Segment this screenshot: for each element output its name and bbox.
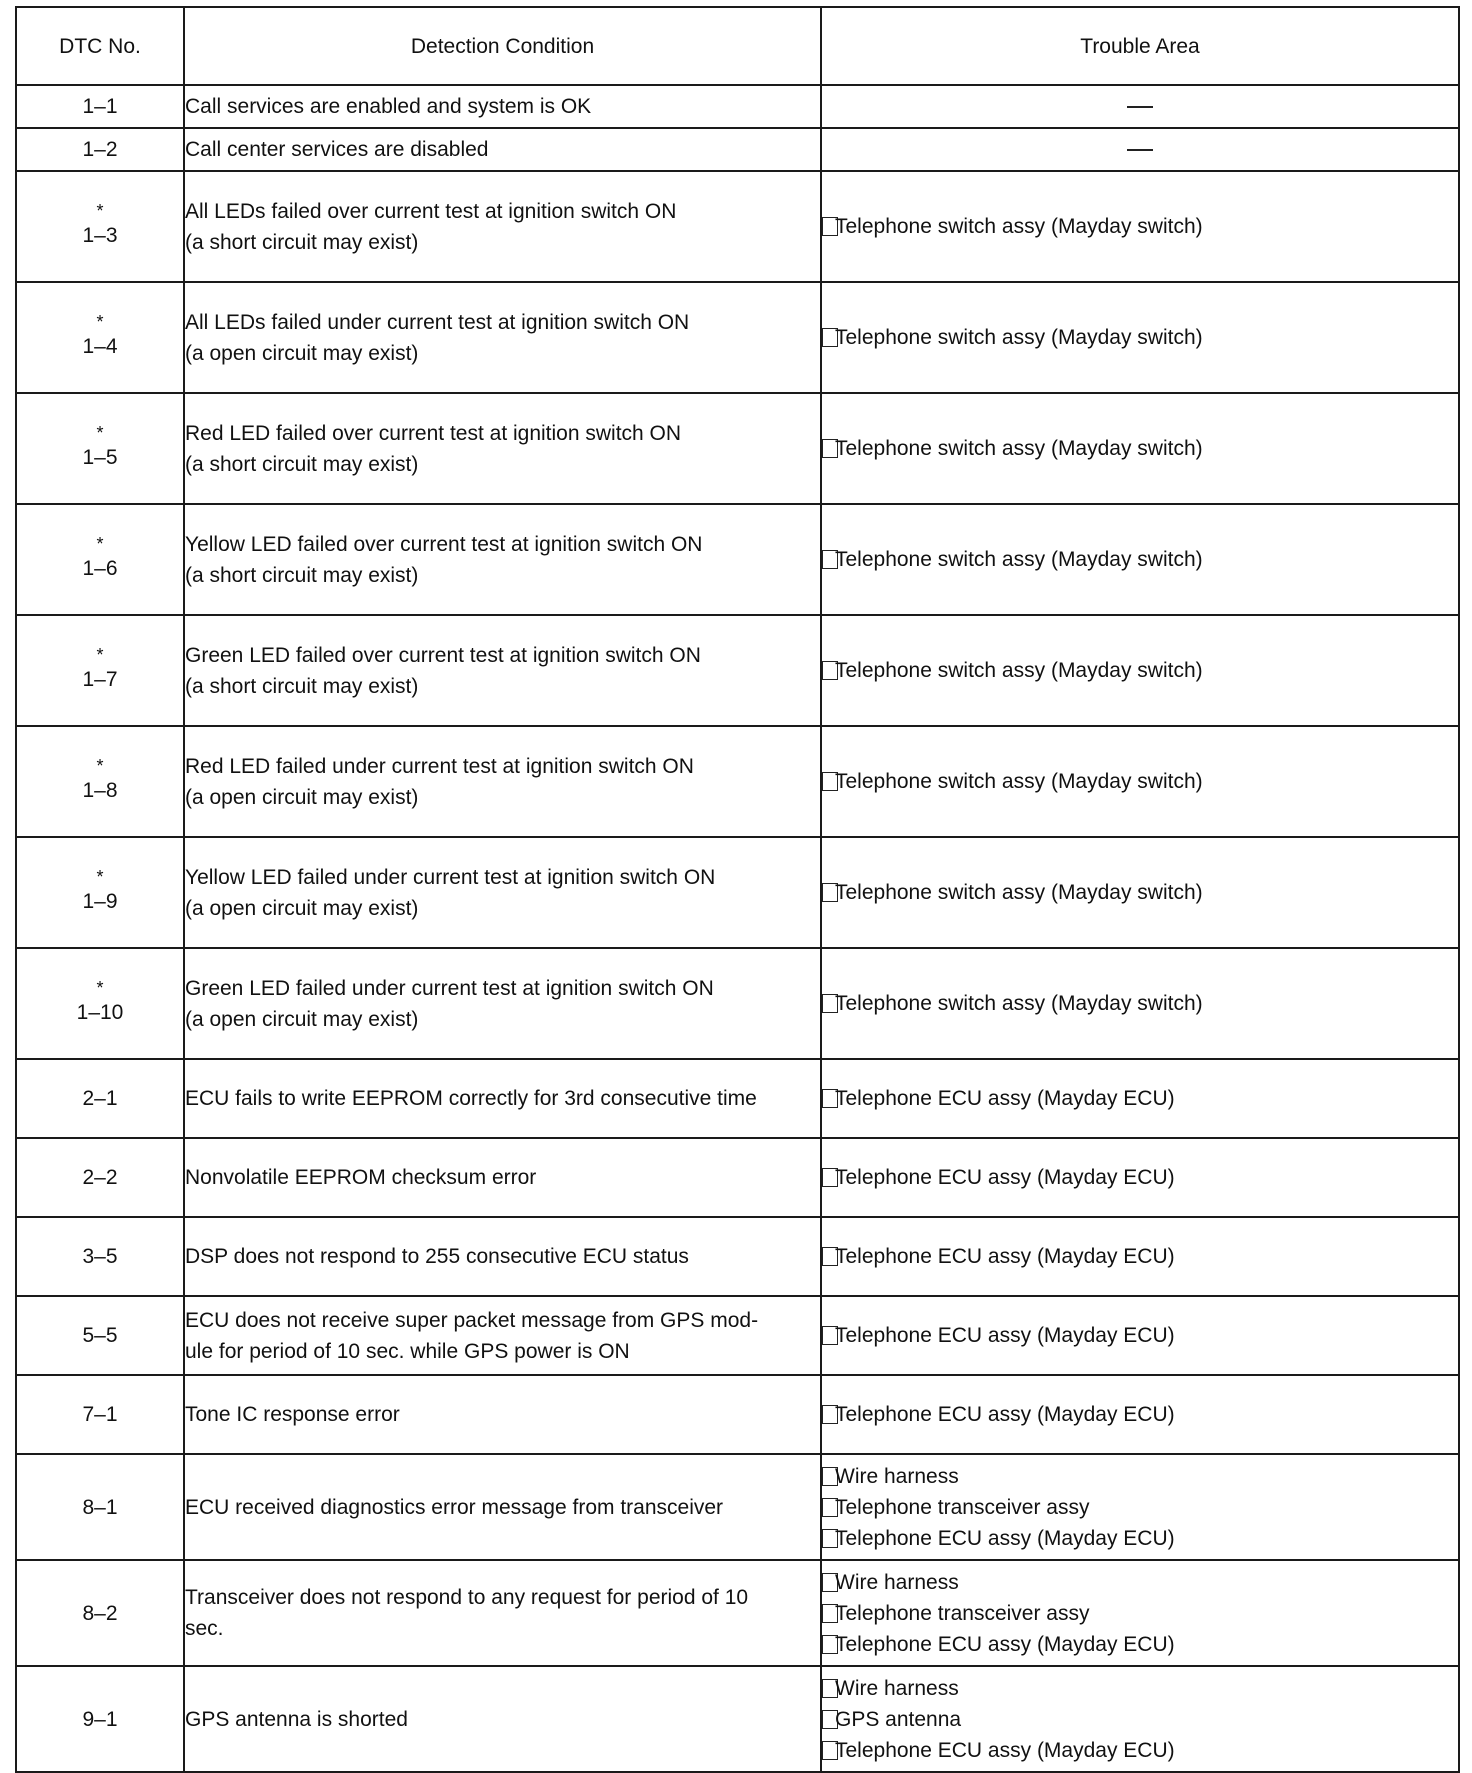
detection-condition-text: Nonvolatile EEPROM checksum error — [185, 1166, 537, 1189]
trouble-area-item — [822, 1735, 1458, 1766]
trouble-area-item — [822, 1399, 1458, 1430]
trouble-area-text: Telephone ECU assy (Mayday ECU) — [835, 1632, 1175, 1656]
detection-condition-cell — [184, 948, 821, 1059]
table-row — [16, 1296, 1459, 1375]
dtc-code: 8–2 — [82, 1601, 118, 1625]
trouble-area-cell — [821, 1666, 1459, 1772]
trouble-area-text: Telephone switch assy (Mayday switch) — [835, 659, 1203, 682]
trouble-area-cell — [821, 1296, 1459, 1375]
trouble-area-item — [822, 544, 1458, 575]
detection-condition-cell — [184, 1666, 821, 1772]
table-row — [16, 1059, 1459, 1138]
table-row — [16, 1138, 1459, 1217]
dtc-code: 5–5 — [82, 1324, 118, 1347]
trouble-area-text: Telephone ECU assy (Mayday ECU) — [835, 1166, 1175, 1189]
dtc-code: 1–3 — [82, 224, 118, 247]
dtc-code-cell — [16, 1138, 184, 1217]
table-row — [16, 1454, 1459, 1560]
trouble-area-text: Telephone ECU assy (Mayday ECU) — [835, 1403, 1175, 1426]
dtc-code: 7–1 — [82, 1403, 118, 1426]
trouble-area-item — [822, 1673, 1458, 1704]
trouble-area-text: Telephone switch assy (Mayday switch) — [835, 215, 1203, 238]
detection-condition-text: (a short circuit may exist) — [185, 674, 419, 698]
table-row — [16, 128, 1459, 171]
detection-condition-text: ule for period of 10 sec. while GPS power is ON — [185, 1339, 630, 1363]
table-row — [16, 1560, 1459, 1666]
trouble-area-text: GPS antenna — [835, 1707, 962, 1731]
dtc-code-cell — [16, 1296, 184, 1375]
table-row — [16, 171, 1459, 282]
dtc-code-cell — [16, 726, 184, 837]
trouble-area-text: Telephone ECU assy (Mayday ECU) — [835, 1245, 1175, 1268]
trouble-area-text: Wire harness — [835, 1464, 959, 1488]
dtc-code: 2–2 — [82, 1166, 118, 1189]
dtc-code-cell — [16, 837, 184, 948]
asterisk-mark: * — [96, 423, 104, 443]
dtc-code: 9–1 — [82, 1707, 118, 1731]
not-applicable-dash — [1127, 106, 1153, 108]
dtc-code: 1–10 — [76, 1001, 124, 1024]
dtc-code: 1–6 — [82, 557, 118, 580]
trouble-area-cell — [821, 1375, 1459, 1454]
trouble-area-cell — [821, 171, 1459, 282]
detection-condition-text: (a short circuit may exist) — [185, 563, 419, 587]
detection-condition-text: All LEDs failed under current test at ignition switch ON — [185, 310, 690, 334]
trouble-area-cell — [821, 948, 1459, 1059]
detection-condition-cell — [184, 1296, 821, 1375]
trouble-area-text: Telephone transceiver assy — [835, 1601, 1090, 1625]
asterisk-mark: * — [96, 978, 104, 998]
trouble-area-cell — [821, 1217, 1459, 1296]
detection-condition-cell — [184, 615, 821, 726]
table-row — [16, 1375, 1459, 1454]
table-row — [16, 1666, 1459, 1772]
detection-condition-text: ECU received diagnostics error message from transceiver — [185, 1495, 724, 1519]
detection-condition-text: DSP does not respond to 255 consecutive ECU status — [185, 1245, 689, 1268]
trouble-area-item — [822, 322, 1458, 353]
trouble-area-item — [822, 1162, 1458, 1193]
trouble-area-item — [822, 1523, 1458, 1554]
asterisk-mark: * — [96, 645, 104, 665]
dtc-code: 1–7 — [82, 668, 118, 691]
asterisk-mark: * — [96, 312, 104, 332]
detection-condition-text: (a short circuit may exist) — [185, 452, 419, 476]
trouble-area-text: Telephone switch assy (Mayday switch) — [835, 770, 1203, 793]
detection-condition-text: (a open circuit may exist) — [185, 1007, 419, 1031]
dtc-code: 1–8 — [82, 779, 118, 802]
trouble-area-item — [822, 1704, 1458, 1735]
trouble-area-cell — [821, 504, 1459, 615]
detection-condition-cell — [184, 282, 821, 393]
trouble-area-cell — [821, 1454, 1459, 1560]
detection-condition-cell — [184, 1375, 821, 1454]
detection-condition-text: sec. — [185, 1617, 224, 1640]
dtc-code-cell — [16, 1560, 184, 1666]
detection-condition-text: (a open circuit may exist) — [185, 896, 419, 920]
table-row — [16, 1217, 1459, 1296]
detection-condition-cell — [184, 128, 821, 171]
trouble-area-text: Telephone ECU assy (Mayday ECU) — [835, 1324, 1175, 1347]
dtc-code-cell — [16, 615, 184, 726]
table-row — [16, 726, 1459, 837]
dtc-code-cell — [16, 1666, 184, 1772]
detection-condition-text: Yellow LED failed over current test at ignition switch ON — [185, 532, 703, 556]
trouble-area-text: Telephone switch assy (Mayday switch) — [835, 437, 1203, 460]
dtc-code: 1–1 — [82, 95, 118, 118]
detection-condition-cell — [184, 1454, 821, 1560]
table-row — [16, 504, 1459, 615]
trouble-area-text: Wire harness — [835, 1570, 959, 1594]
dtc-code-cell — [16, 948, 184, 1059]
detection-condition-cell — [184, 1059, 821, 1138]
trouble-area-text: Telephone switch assy (Mayday switch) — [835, 992, 1203, 1015]
detection-condition-text: Red LED failed over current test at ignition switch ON — [185, 421, 682, 445]
trouble-area-text: Telephone transceiver assy — [835, 1495, 1090, 1519]
dtc-code: 1–2 — [82, 138, 118, 161]
trouble-area-cell — [821, 282, 1459, 393]
dtc-code-cell — [16, 282, 184, 393]
dtc-code: 2–1 — [82, 1087, 118, 1110]
detection-condition-cell — [184, 726, 821, 837]
trouble-area-item — [822, 1083, 1458, 1114]
dtc-code-cell — [16, 128, 184, 171]
detection-condition-text: Tone IC response error — [185, 1403, 400, 1426]
trouble-area-item — [822, 655, 1458, 686]
detection-condition-cell — [184, 1217, 821, 1296]
trouble-area-item — [822, 1241, 1458, 1272]
detection-condition-text: (a short circuit may exist) — [185, 230, 419, 254]
table-row — [16, 837, 1459, 948]
dtc-table — [15, 6, 1460, 1773]
trouble-area-item — [822, 1629, 1458, 1660]
detection-condition-text: Yellow LED failed under current test at ignition switch ON — [185, 865, 716, 889]
trouble-area-item — [822, 877, 1458, 908]
detection-condition-text: Red LED failed under current test at ignition switch ON — [185, 754, 694, 778]
trouble-area-text: Telephone ECU assy (Mayday ECU) — [835, 1526, 1175, 1550]
dtc-code: 1–4 — [82, 335, 118, 358]
trouble-area-cell — [821, 128, 1459, 171]
dtc-code-cell — [16, 171, 184, 282]
detection-condition-text: ECU fails to write EEPROM correctly for 3rd consecutive time — [185, 1087, 757, 1110]
detection-condition-text: All LEDs failed over current test at ignition switch ON — [185, 199, 677, 223]
detection-condition-cell — [184, 85, 821, 128]
trouble-area-item — [822, 1598, 1458, 1629]
trouble-area-item — [822, 766, 1458, 797]
dtc-code-cell — [16, 1454, 184, 1560]
detection-condition-cell — [184, 837, 821, 948]
trouble-area-cell — [821, 726, 1459, 837]
asterisk-mark: * — [96, 756, 104, 776]
header-trouble-area: Trouble Area — [821, 7, 1459, 85]
detection-condition-text: Call services are enabled and system is OK — [185, 95, 592, 118]
detection-condition-text: (a open circuit may exist) — [185, 341, 419, 365]
detection-condition-text: Green LED failed under current test at ignition switch ON — [185, 976, 714, 1000]
header-dtc-no: DTC No. — [16, 7, 184, 85]
asterisk-mark: * — [96, 534, 104, 554]
dtc-code-cell — [16, 393, 184, 504]
detection-condition-cell — [184, 393, 821, 504]
dtc-code-cell — [16, 1217, 184, 1296]
trouble-area-text: Telephone ECU assy (Mayday ECU) — [835, 1087, 1175, 1110]
table-row — [16, 85, 1459, 128]
trouble-area-cell — [821, 393, 1459, 504]
dtc-code-cell — [16, 85, 184, 128]
trouble-area-cell — [821, 85, 1459, 128]
trouble-area-cell — [821, 615, 1459, 726]
trouble-area-cell — [821, 1560, 1459, 1666]
trouble-area-item — [822, 433, 1458, 464]
trouble-area-item — [822, 1461, 1458, 1492]
dtc-code-cell — [16, 504, 184, 615]
asterisk-mark: * — [96, 201, 104, 221]
asterisk-mark: * — [96, 867, 104, 887]
trouble-area-item — [822, 988, 1458, 1019]
detection-condition-cell — [184, 504, 821, 615]
trouble-area-text: Telephone switch assy (Mayday switch) — [835, 881, 1203, 904]
trouble-area-text: Wire harness — [835, 1676, 959, 1700]
detection-condition-text: GPS antenna is shorted — [185, 1707, 408, 1731]
header-detection-condition: Detection Condition — [184, 7, 821, 85]
dtc-code-cell — [16, 1375, 184, 1454]
table-row — [16, 948, 1459, 1059]
not-applicable-dash — [1127, 149, 1153, 151]
trouble-area-cell — [821, 1059, 1459, 1138]
detection-condition-text: Call center services are disabled — [185, 138, 489, 161]
detection-condition-cell — [184, 1560, 821, 1666]
table-row — [16, 393, 1459, 504]
trouble-area-text: Telephone ECU assy (Mayday ECU) — [835, 1738, 1175, 1762]
trouble-area-cell — [821, 837, 1459, 948]
table-row — [16, 282, 1459, 393]
trouble-area-cell — [821, 1138, 1459, 1217]
trouble-area-item — [822, 211, 1458, 242]
detection-condition-text: (a open circuit may exist) — [185, 785, 419, 809]
dtc-code: 8–1 — [82, 1495, 118, 1519]
trouble-area-text: Telephone switch assy (Mayday switch) — [835, 326, 1203, 349]
table-row — [16, 615, 1459, 726]
trouble-area-item — [822, 1492, 1458, 1523]
detection-condition-text: ECU does not receive super packet message from GPS mod- — [185, 1308, 759, 1332]
dtc-code: 3–5 — [82, 1245, 118, 1268]
detection-condition-text: Transceiver does not respond to any request for period of 10 — [185, 1586, 749, 1609]
header-row — [16, 7, 1459, 85]
detection-condition-cell — [184, 1138, 821, 1217]
trouble-area-text: Telephone switch assy (Mayday switch) — [835, 548, 1203, 571]
trouble-area-item — [822, 1320, 1458, 1351]
detection-condition-text: Green LED failed over current test at ignition switch ON — [185, 643, 701, 667]
detection-condition-cell — [184, 171, 821, 282]
dtc-code-cell — [16, 1059, 184, 1138]
trouble-area-item — [822, 1567, 1458, 1598]
dtc-code: 1–5 — [82, 446, 118, 469]
dtc-code: 1–9 — [82, 890, 118, 913]
